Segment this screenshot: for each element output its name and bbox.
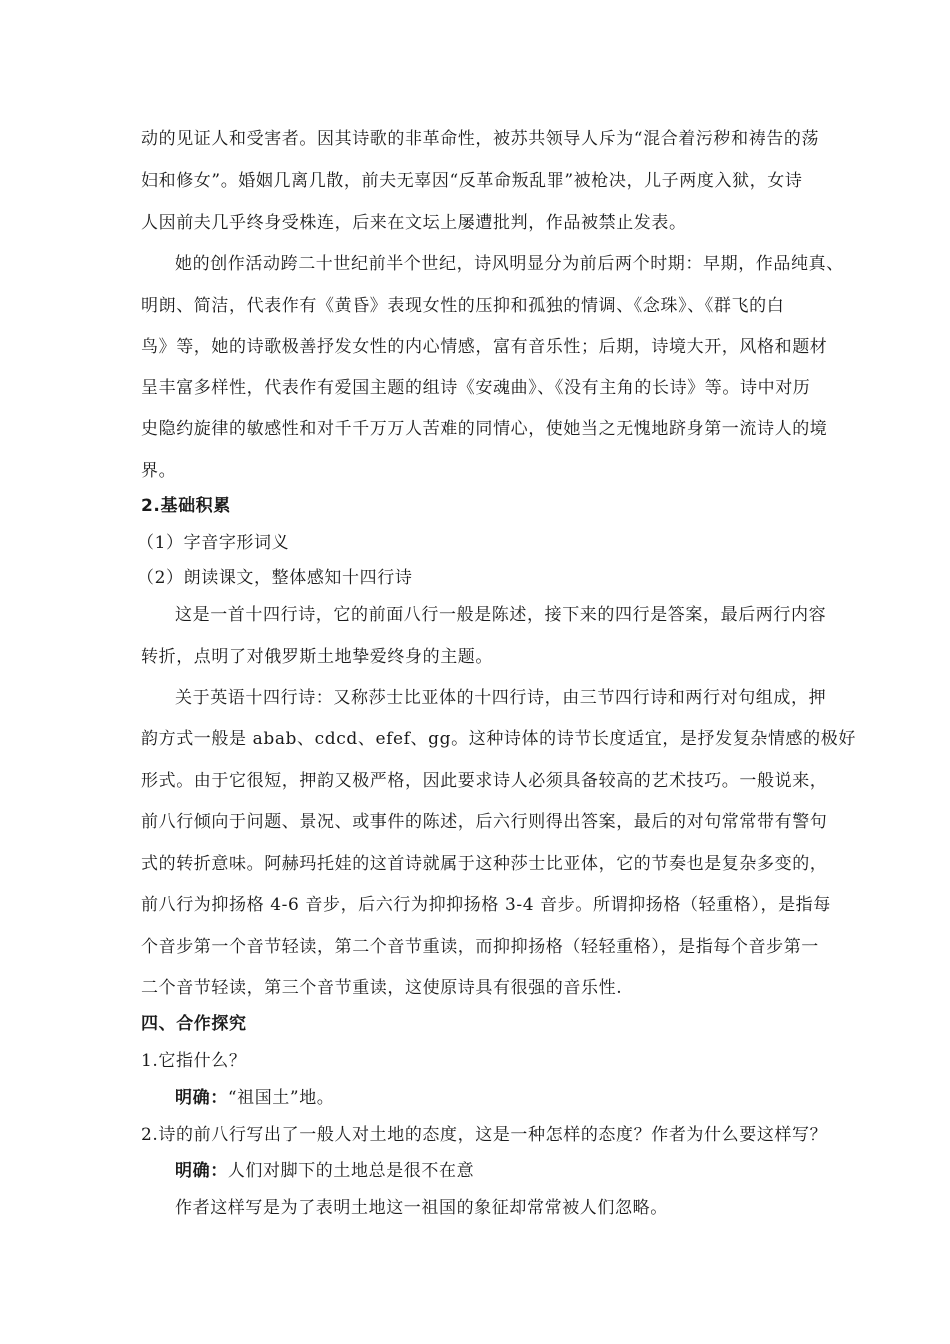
- para4-line3: 形式。由于它很短，押韵又极严格，因此要求诗人必须具备较高的艺术技巧。一般说来，: [141, 771, 828, 791]
- para2-line5: 史隐约旋律的敏感性和对千千万万人苦难的同情心，使她当之无愧地跻身第一流诗人的境: [141, 419, 828, 439]
- answer-2-extra: 作者这样写是为了表明土地这一祖国的象征却常常被人们忽略。: [175, 1198, 668, 1218]
- question-2: 2.诗的前八行写出了一般人对土地的态度，这是一种怎样的态度？作者为什么要这样写？: [141, 1125, 828, 1145]
- para3-line2: 转折，点明了对俄罗斯土地挚爱终身的主题。: [141, 647, 493, 667]
- section2-item1: （1）字音字形词义: [137, 533, 290, 553]
- section-heading-4: 四、合作探究: [141, 1014, 247, 1034]
- answer-1: [175, 1087, 334, 1109]
- answer-2-label: 明确：: [175, 1161, 228, 1181]
- para3-line1: 这是一首十四行诗，它的前面八行一般是陈述，接下来的四行是答案，最后两行内容: [175, 605, 827, 625]
- answer-2-text: 人们对脚下的土地总是很不在意: [227, 1161, 475, 1181]
- para2-line4: 呈丰富多样性，代表作有爱国主题的组诗《安魂曲》、《没有主角的长诗》等。诗中对历: [141, 378, 811, 398]
- para2-line3: 鸟》等，她的诗歌极善抒发女性的内心情感，富有音乐性；后期，诗境大开，风格和题材: [141, 337, 828, 357]
- para4-line7: 个音步第一个音节轻读，第二个音节重读，而抑抑扬格（轻轻重格），是指每个音步第一: [141, 937, 819, 957]
- section2-item2: （2）朗读课文，整体感知十四行诗: [137, 568, 413, 588]
- para2-line1: 她的创作活动跨二十世纪前半个世纪，诗风明显分为前后两个时期：早期，作品纯真、: [175, 254, 844, 274]
- para1-line1: 动的见证人和受害者。因其诗歌的非革命性，被苏共领导人斥为“混合着污秽和祷告的荡: [141, 129, 820, 149]
- para4-line4: 前八行倾向于问题、景况、或事件的陈述，后六行则得出答案，最后的对句常常带有警句: [141, 812, 828, 832]
- section-heading-2: 2.基础积累: [141, 496, 231, 516]
- answer-1-text: “祖国土”地。: [227, 1088, 335, 1108]
- para4-line1: 关于英语十四行诗：又称莎士比亚体的十四行诗，由三节四行诗和两行对句组成，押: [175, 688, 827, 708]
- answer-1-label: 明确：: [175, 1088, 228, 1108]
- para2-line6: 界。: [141, 461, 177, 481]
- answer-2: [175, 1160, 474, 1182]
- para4-line2: 韵方式一般是 abab、cdcd、efef、gg。这种诗体的诗节长度适宜，是抒发复杂情感的极好: [141, 729, 856, 749]
- para2-line2: 明朗、简洁，代表作有《黄昏》表现女性的压抑和孤独的情调、《念珠》、《群飞的白: [141, 296, 785, 316]
- question-1: 1.它指什么？: [141, 1051, 247, 1071]
- para1-line3: 人因前夫几乎终身受株连，后来在文坛上屡遭批判，作品被禁止发表。: [141, 213, 687, 233]
- para4-line6: 前八行为抑扬格 4-6 音步，后六行为抑抑扬格 3-4 音步。所谓抑扬格（轻重格），是指每: [141, 895, 831, 915]
- para4-line5: 式的转折意味。阿赫玛托娃的这首诗就属于这种莎士比亚体，它的节奏也是复杂多变的，: [141, 854, 828, 874]
- para1-line2: 妇和修女”。婚姻几离几散，前夫无辜因“反革命叛乱罪”被枪决，儿子两度入狱，女诗: [141, 171, 803, 191]
- para4-line8: 二个音节轻读，第三个音节重读，这使原诗具有很强的音乐性.: [141, 978, 623, 998]
